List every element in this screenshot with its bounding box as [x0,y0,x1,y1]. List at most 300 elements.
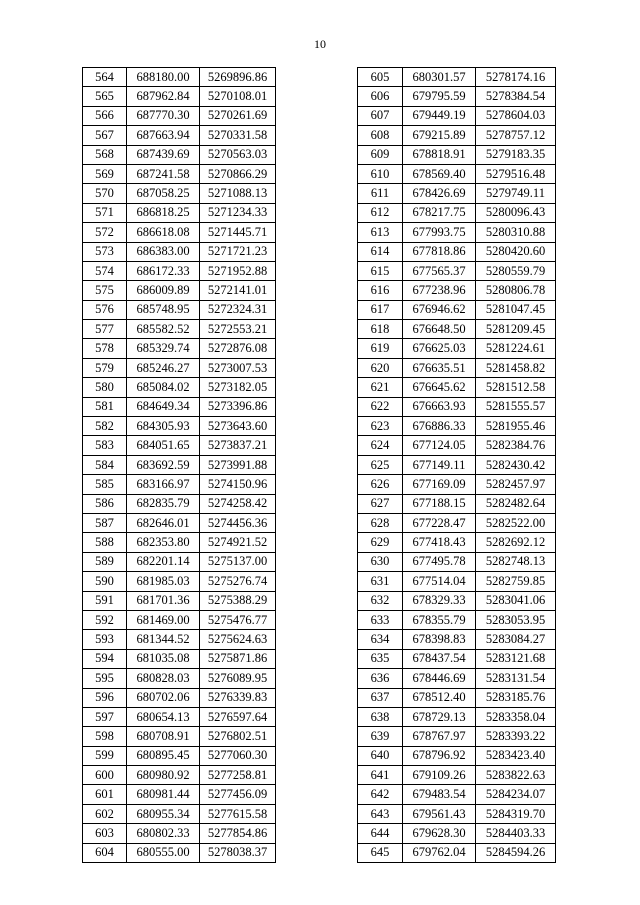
table-row [83,727,276,746]
table-row [83,475,276,494]
table-row [358,804,556,823]
point-number-cell: 578 [83,339,127,358]
y-coordinate-cell: 5275871.86 [200,649,276,668]
x-coordinate-cell: 680895.45 [127,746,200,765]
x-coordinate-cell: 685748.95 [127,300,200,319]
x-coordinate-cell: 678767.97 [403,727,476,746]
table-row [358,843,556,862]
y-coordinate-cell: 5280096.43 [476,203,556,222]
table-row [83,455,276,474]
point-number-cell: 612 [358,203,403,222]
y-coordinate-cell: 5276597.64 [200,707,276,726]
y-coordinate-cell: 5271445.71 [200,223,276,242]
y-coordinate-cell: 5278757.12 [476,126,556,145]
point-number-cell: 591 [83,591,127,610]
table-row [358,68,556,87]
point-number-cell: 597 [83,707,127,726]
point-number-cell: 583 [83,436,127,455]
table-row [358,223,556,242]
y-coordinate-cell: 5274921.52 [200,533,276,552]
y-coordinate-cell: 5283358.04 [476,707,556,726]
x-coordinate-cell: 679795.59 [403,87,476,106]
point-number-cell: 613 [358,223,403,242]
x-coordinate-cell: 681985.03 [127,572,200,591]
y-coordinate-cell: 5275388.29 [200,591,276,610]
table-row [83,261,276,280]
point-number-cell: 571 [83,203,127,222]
point-number-cell: 605 [358,68,403,87]
table-row [83,320,276,339]
table-row [358,513,556,532]
table-row [358,552,556,571]
point-number-cell: 577 [83,320,127,339]
point-number-cell: 639 [358,727,403,746]
x-coordinate-cell: 681469.00 [127,610,200,629]
y-coordinate-cell: 5281512.58 [476,378,556,397]
x-coordinate-cell: 677495.78 [403,552,476,571]
x-coordinate-cell: 678329.33 [403,591,476,610]
y-coordinate-cell: 5275624.63 [200,630,276,649]
table-row [83,164,276,183]
y-coordinate-cell: 5276089.95 [200,669,276,688]
table-row [358,184,556,203]
y-coordinate-cell: 5283041.06 [476,591,556,610]
y-coordinate-cell: 5273643.60 [200,417,276,436]
y-coordinate-cell: 5277060.30 [200,746,276,765]
point-number-cell: 638 [358,707,403,726]
x-coordinate-cell: 682835.79 [127,494,200,513]
x-coordinate-cell: 685329.74 [127,339,200,358]
point-number-cell: 594 [83,649,127,668]
point-number-cell: 631 [358,572,403,591]
table-row [83,184,276,203]
table-row [83,707,276,726]
point-number-cell: 576 [83,300,127,319]
table-row [83,242,276,261]
table-row [83,436,276,455]
table-row [358,378,556,397]
y-coordinate-cell: 5275476.77 [200,610,276,629]
table-row [83,513,276,532]
table-row [358,766,556,785]
table-row [83,126,276,145]
y-coordinate-cell: 5279516.48 [476,164,556,183]
x-coordinate-cell: 678512.40 [403,688,476,707]
x-coordinate-cell: 679449.19 [403,106,476,125]
x-coordinate-cell: 678818.91 [403,145,476,164]
table-row [358,203,556,222]
x-coordinate-cell: 678426.69 [403,184,476,203]
table-row [358,145,556,164]
table-row [83,630,276,649]
y-coordinate-cell: 5271952.88 [200,261,276,280]
table-row [83,106,276,125]
table-row [358,339,556,358]
x-coordinate-cell: 683166.97 [127,475,200,494]
point-number-cell: 640 [358,746,403,765]
y-coordinate-cell: 5282482.64 [476,494,556,513]
table-row [83,610,276,629]
point-number-cell: 580 [83,378,127,397]
point-number-cell: 572 [83,223,127,242]
point-number-cell: 645 [358,843,403,862]
x-coordinate-cell: 677228.47 [403,513,476,532]
x-coordinate-cell: 676645.62 [403,378,476,397]
point-number-cell: 615 [358,261,403,280]
point-number-cell: 607 [358,106,403,125]
point-number-cell: 599 [83,746,127,765]
table-row [83,669,276,688]
table-row [358,591,556,610]
y-coordinate-cell: 5282457.97 [476,475,556,494]
x-coordinate-cell: 686618.08 [127,223,200,242]
y-coordinate-cell: 5284403.33 [476,824,556,843]
point-number-cell: 643 [358,804,403,823]
table-row [358,824,556,843]
y-coordinate-cell: 5281209.45 [476,320,556,339]
point-number-cell: 575 [83,281,127,300]
table-row [83,785,276,804]
point-number-cell: 574 [83,261,127,280]
y-coordinate-cell: 5279183.35 [476,145,556,164]
table-row [83,572,276,591]
y-coordinate-cell: 5277854.86 [200,824,276,843]
point-number-cell: 621 [358,378,403,397]
coordinates-table-left [82,67,276,863]
point-number-cell: 600 [83,766,127,785]
x-coordinate-cell: 677124.05 [403,436,476,455]
coordinates-table-right [357,67,556,863]
x-coordinate-cell: 685084.02 [127,378,200,397]
y-coordinate-cell: 5281555.57 [476,397,556,416]
point-number-cell: 582 [83,417,127,436]
y-coordinate-cell: 5271234.33 [200,203,276,222]
table-row [83,843,276,862]
y-coordinate-cell: 5283121.68 [476,649,556,668]
point-number-cell: 602 [83,804,127,823]
point-number-cell: 633 [358,610,403,629]
y-coordinate-cell: 5276802.51 [200,727,276,746]
x-coordinate-cell: 683692.59 [127,455,200,474]
point-number-cell: 628 [358,513,403,532]
point-number-cell: 601 [83,785,127,804]
table-row [83,281,276,300]
x-coordinate-cell: 678796.92 [403,746,476,765]
x-coordinate-cell: 686818.25 [127,203,200,222]
y-coordinate-cell: 5280310.88 [476,223,556,242]
table-row [358,455,556,474]
table-row [358,397,556,416]
y-coordinate-cell: 5278038.37 [200,843,276,862]
y-coordinate-cell: 5270866.29 [200,164,276,183]
table-row [83,688,276,707]
x-coordinate-cell: 680708.91 [127,727,200,746]
page-number: 10 [314,37,326,51]
x-coordinate-cell: 677188.15 [403,494,476,513]
point-number-cell: 592 [83,610,127,629]
x-coordinate-cell: 688180.00 [127,68,200,87]
y-coordinate-cell: 5271721.23 [200,242,276,261]
point-number-cell: 641 [358,766,403,785]
y-coordinate-cell: 5280806.78 [476,281,556,300]
y-coordinate-cell: 5283822.63 [476,766,556,785]
x-coordinate-cell: 682353.80 [127,533,200,552]
table-row [358,533,556,552]
x-coordinate-cell: 680802.33 [127,824,200,843]
table-row [358,281,556,300]
x-coordinate-cell: 679762.04 [403,843,476,862]
y-coordinate-cell: 5269896.86 [200,68,276,87]
y-coordinate-cell: 5274258.42 [200,494,276,513]
y-coordinate-cell: 5279749.11 [476,184,556,203]
point-number-cell: 603 [83,824,127,843]
point-number-cell: 585 [83,475,127,494]
x-coordinate-cell: 678446.69 [403,669,476,688]
x-coordinate-cell: 684051.65 [127,436,200,455]
y-coordinate-cell: 5272553.21 [200,320,276,339]
y-coordinate-cell: 5276339.83 [200,688,276,707]
x-coordinate-cell: 686383.00 [127,242,200,261]
y-coordinate-cell: 5273182.05 [200,378,276,397]
table-row [358,572,556,591]
y-coordinate-cell: 5273396.86 [200,397,276,416]
x-coordinate-cell: 677418.43 [403,533,476,552]
x-coordinate-cell: 687663.94 [127,126,200,145]
y-coordinate-cell: 5270563.03 [200,145,276,164]
point-number-cell: 588 [83,533,127,552]
y-coordinate-cell: 5283053.95 [476,610,556,629]
x-coordinate-cell: 676648.50 [403,320,476,339]
table-body [358,68,556,863]
y-coordinate-cell: 5281047.45 [476,300,556,319]
x-coordinate-cell: 687962.84 [127,87,200,106]
table-row [83,494,276,513]
point-number-cell: 637 [358,688,403,707]
y-coordinate-cell: 5284319.70 [476,804,556,823]
point-number-cell: 632 [358,591,403,610]
table-row [358,610,556,629]
y-coordinate-cell: 5277456.09 [200,785,276,804]
point-number-cell: 620 [358,358,403,377]
x-coordinate-cell: 677818.86 [403,242,476,261]
y-coordinate-cell: 5278174.16 [476,68,556,87]
table-row [358,688,556,707]
y-coordinate-cell: 5272324.31 [200,300,276,319]
y-coordinate-cell: 5283185.76 [476,688,556,707]
x-coordinate-cell: 677565.37 [403,261,476,280]
table-row [358,358,556,377]
x-coordinate-cell: 687241.58 [127,164,200,183]
x-coordinate-cell: 681035.08 [127,649,200,668]
y-coordinate-cell: 5280420.60 [476,242,556,261]
x-coordinate-cell: 681701.36 [127,591,200,610]
point-number-cell: 614 [358,242,403,261]
table-row [358,87,556,106]
x-coordinate-cell: 682201.14 [127,552,200,571]
point-number-cell: 590 [83,572,127,591]
y-coordinate-cell: 5283423.40 [476,746,556,765]
point-number-cell: 573 [83,242,127,261]
table-row [358,436,556,455]
point-number-cell: 618 [358,320,403,339]
y-coordinate-cell: 5282759.85 [476,572,556,591]
x-coordinate-cell: 680980.92 [127,766,200,785]
x-coordinate-cell: 687770.30 [127,106,200,125]
point-number-cell: 567 [83,126,127,145]
table-row [83,417,276,436]
x-coordinate-cell: 676946.62 [403,300,476,319]
y-coordinate-cell: 5275276.74 [200,572,276,591]
y-coordinate-cell: 5272141.01 [200,281,276,300]
y-coordinate-cell: 5270261.69 [200,106,276,125]
point-number-cell: 610 [358,164,403,183]
point-number-cell: 587 [83,513,127,532]
y-coordinate-cell: 5283131.54 [476,669,556,688]
point-number-cell: 626 [358,475,403,494]
x-coordinate-cell: 678437.54 [403,649,476,668]
table-row [358,164,556,183]
x-coordinate-cell: 685582.52 [127,320,200,339]
x-coordinate-cell: 677149.11 [403,455,476,474]
x-coordinate-cell: 679561.43 [403,804,476,823]
table-row [83,68,276,87]
table-row [358,649,556,668]
y-coordinate-cell: 5278604.03 [476,106,556,125]
table-row [358,707,556,726]
point-number-cell: 586 [83,494,127,513]
x-coordinate-cell: 680555.00 [127,843,200,862]
y-coordinate-cell: 5270331.58 [200,126,276,145]
x-coordinate-cell: 679215.89 [403,126,476,145]
table-row [358,261,556,280]
point-number-cell: 634 [358,630,403,649]
x-coordinate-cell: 679483.54 [403,785,476,804]
y-coordinate-cell: 5275137.00 [200,552,276,571]
point-number-cell: 629 [358,533,403,552]
table-row [358,785,556,804]
table-row [83,358,276,377]
x-coordinate-cell: 678398.83 [403,630,476,649]
y-coordinate-cell: 5282522.00 [476,513,556,532]
point-number-cell: 568 [83,145,127,164]
point-number-cell: 608 [358,126,403,145]
point-number-cell: 569 [83,164,127,183]
x-coordinate-cell: 677514.04 [403,572,476,591]
table-row [358,242,556,261]
x-coordinate-cell: 684649.34 [127,397,200,416]
y-coordinate-cell: 5277615.58 [200,804,276,823]
y-coordinate-cell: 5271088.13 [200,184,276,203]
x-coordinate-cell: 676625.03 [403,339,476,358]
x-coordinate-cell: 677169.09 [403,475,476,494]
y-coordinate-cell: 5280559.79 [476,261,556,280]
table-row [83,223,276,242]
point-number-cell: 606 [358,87,403,106]
point-number-cell: 564 [83,68,127,87]
x-coordinate-cell: 677993.75 [403,223,476,242]
x-coordinate-cell: 678729.13 [403,707,476,726]
y-coordinate-cell: 5281955.46 [476,417,556,436]
x-coordinate-cell: 679628.30 [403,824,476,843]
point-number-cell: 625 [358,455,403,474]
y-coordinate-cell: 5273837.21 [200,436,276,455]
table-row [83,552,276,571]
point-number-cell: 565 [83,87,127,106]
table-row [83,397,276,416]
y-coordinate-cell: 5284234.07 [476,785,556,804]
x-coordinate-cell: 676886.33 [403,417,476,436]
point-number-cell: 617 [358,300,403,319]
x-coordinate-cell: 678355.79 [403,610,476,629]
y-coordinate-cell: 5281224.61 [476,339,556,358]
y-coordinate-cell: 5277258.81 [200,766,276,785]
y-coordinate-cell: 5270108.01 [200,87,276,106]
point-number-cell: 636 [358,669,403,688]
x-coordinate-cell: 680654.13 [127,707,200,726]
point-number-cell: 604 [83,843,127,862]
point-number-cell: 579 [83,358,127,377]
y-coordinate-cell: 5281458.82 [476,358,556,377]
y-coordinate-cell: 5274150.96 [200,475,276,494]
x-coordinate-cell: 680301.57 [403,68,476,87]
x-coordinate-cell: 679109.26 [403,766,476,785]
point-number-cell: 619 [358,339,403,358]
point-number-cell: 622 [358,397,403,416]
point-number-cell: 593 [83,630,127,649]
table-row [358,475,556,494]
y-coordinate-cell: 5282384.76 [476,436,556,455]
x-coordinate-cell: 687439.69 [127,145,200,164]
point-number-cell: 630 [358,552,403,571]
x-coordinate-cell: 680702.06 [127,688,200,707]
table-row [83,378,276,397]
x-coordinate-cell: 686172.33 [127,261,200,280]
table-row [358,126,556,145]
table-row [358,669,556,688]
table-row [83,533,276,552]
table-row [83,746,276,765]
point-number-cell: 611 [358,184,403,203]
table-row [83,824,276,843]
point-number-cell: 644 [358,824,403,843]
table-row [83,203,276,222]
x-coordinate-cell: 680828.03 [127,669,200,688]
table-row [358,494,556,513]
point-number-cell: 581 [83,397,127,416]
table-row [358,106,556,125]
point-number-cell: 566 [83,106,127,125]
x-coordinate-cell: 678217.75 [403,203,476,222]
table-row [358,727,556,746]
y-coordinate-cell: 5278384.54 [476,87,556,106]
point-number-cell: 624 [358,436,403,455]
y-coordinate-cell: 5282748.13 [476,552,556,571]
y-coordinate-cell: 5283393.22 [476,727,556,746]
table-row [83,591,276,610]
y-coordinate-cell: 5273991.88 [200,455,276,474]
table-row [83,87,276,106]
x-coordinate-cell: 682646.01 [127,513,200,532]
x-coordinate-cell: 676663.93 [403,397,476,416]
point-number-cell: 595 [83,669,127,688]
point-number-cell: 584 [83,455,127,474]
point-number-cell: 570 [83,184,127,203]
y-coordinate-cell: 5284594.26 [476,843,556,862]
point-number-cell: 627 [358,494,403,513]
table-row [358,746,556,765]
y-coordinate-cell: 5273007.53 [200,358,276,377]
point-number-cell: 598 [83,727,127,746]
